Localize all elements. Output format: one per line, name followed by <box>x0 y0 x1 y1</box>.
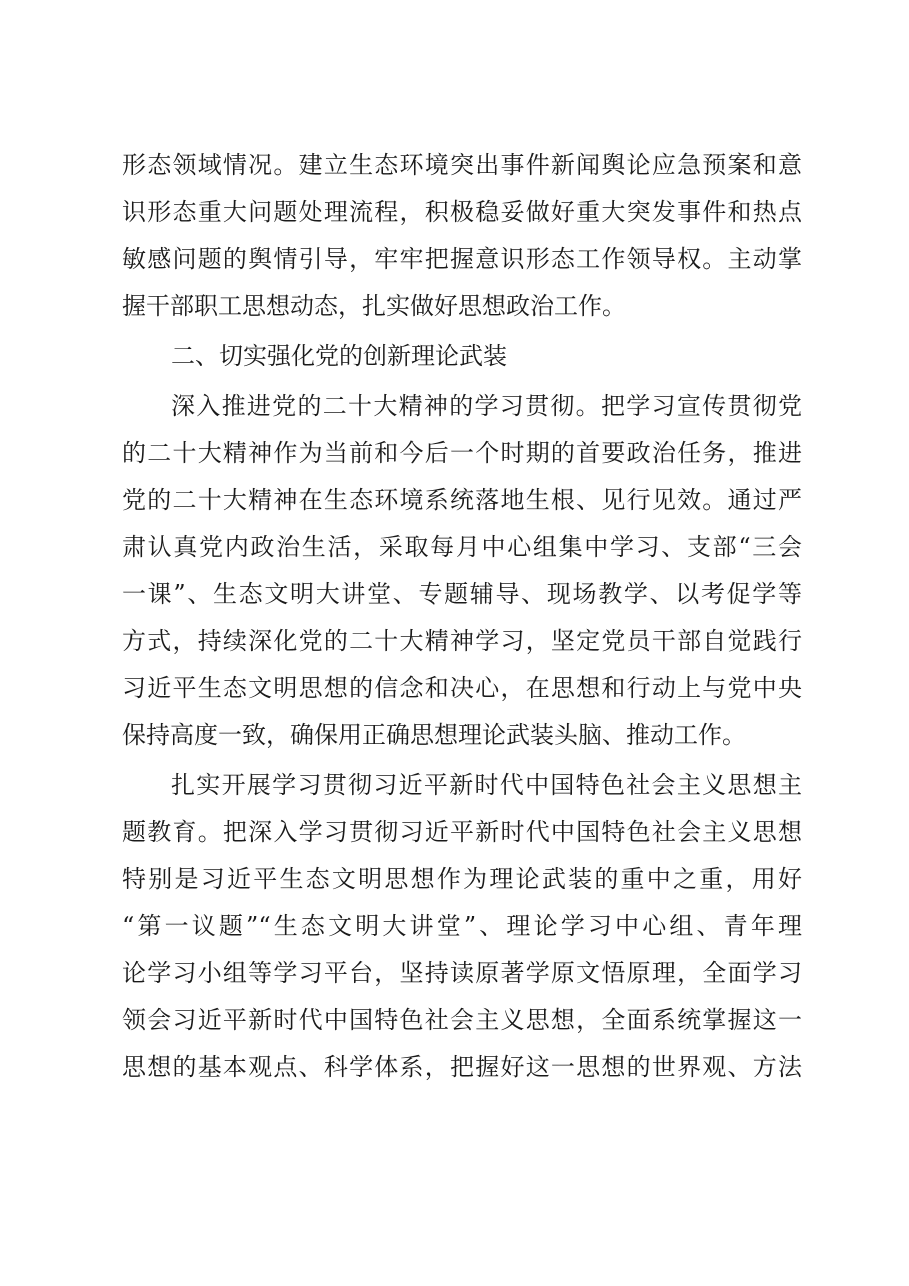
text-line: 特别是习近平生态文明思想作为理论武装的重中之重，用好 <box>122 865 802 893</box>
text-line: 扎实开展学习贯彻习近平新时代中国特色社会主义思想主 <box>171 771 802 799</box>
text-line: 论学习小组等学习平台，坚持读原著学原文悟原理，全面学习 <box>122 959 802 987</box>
text-line: 领会习近平新时代中国特色社会主义思想，全面系统掌握这一 <box>122 1006 802 1034</box>
text-line: 方式，持续深化党的二十大精神学习，坚定党员干部自觉践行 <box>122 627 802 655</box>
text-line: 保持高度一致，确保用正确思想理论武装头脑、推动工作。 <box>122 721 746 749</box>
text-line: 肃认真党内政治生活，采取每月中心组集中学习、支部“三会 <box>122 533 802 561</box>
text-line: 题教育。把深入学习贯彻习近平新时代中国特色社会主义思想 <box>122 818 802 846</box>
text-line: 习近平生态文明思想的信念和决心，在思想和行动上与党中央 <box>122 674 802 702</box>
section-heading: 二、切实强化党的创新理论武装 <box>171 342 507 370</box>
paragraph-ideology-work <box>122 142 802 330</box>
text-line: 一课”、生态文明大讲堂、专题辅导、现场教学、以考促学等 <box>122 580 802 608</box>
text-line: 握干部职工思想动态，扎实做好思想政治工作。 <box>122 292 626 320</box>
paragraph-twentieth-congress-study <box>122 383 802 759</box>
text-line: 思想的基本观点、科学体系，把握好这一思想的世界观、方法 <box>122 1053 802 1081</box>
text-line: 敏感问题的舆情引导，牢牢把握意识形态工作领导权。主动掌 <box>122 245 802 273</box>
text-line: “第一议题”“生态文明大讲堂”、理论学习中心组、青年理 <box>122 912 802 940</box>
document-body <box>122 142 802 1091</box>
paragraph-theme-education <box>122 762 802 1091</box>
text-line: 形态领域情况。建立生态环境突出事件新闻舆论应急预案和意 <box>122 151 802 179</box>
text-line: 识形态重大问题处理流程，积极稳妥做好重大突发事件和热点 <box>122 198 802 226</box>
text-line: 党的二十大精神在生态环境系统落地生根、见行见效。通过严 <box>122 486 802 514</box>
text-line: 深入推进党的二十大精神的学习贯彻。把学习宣传贯彻党 <box>171 392 802 420</box>
text-line: 的二十大精神作为当前和今后一个时期的首要政治任务，推进 <box>122 439 802 467</box>
